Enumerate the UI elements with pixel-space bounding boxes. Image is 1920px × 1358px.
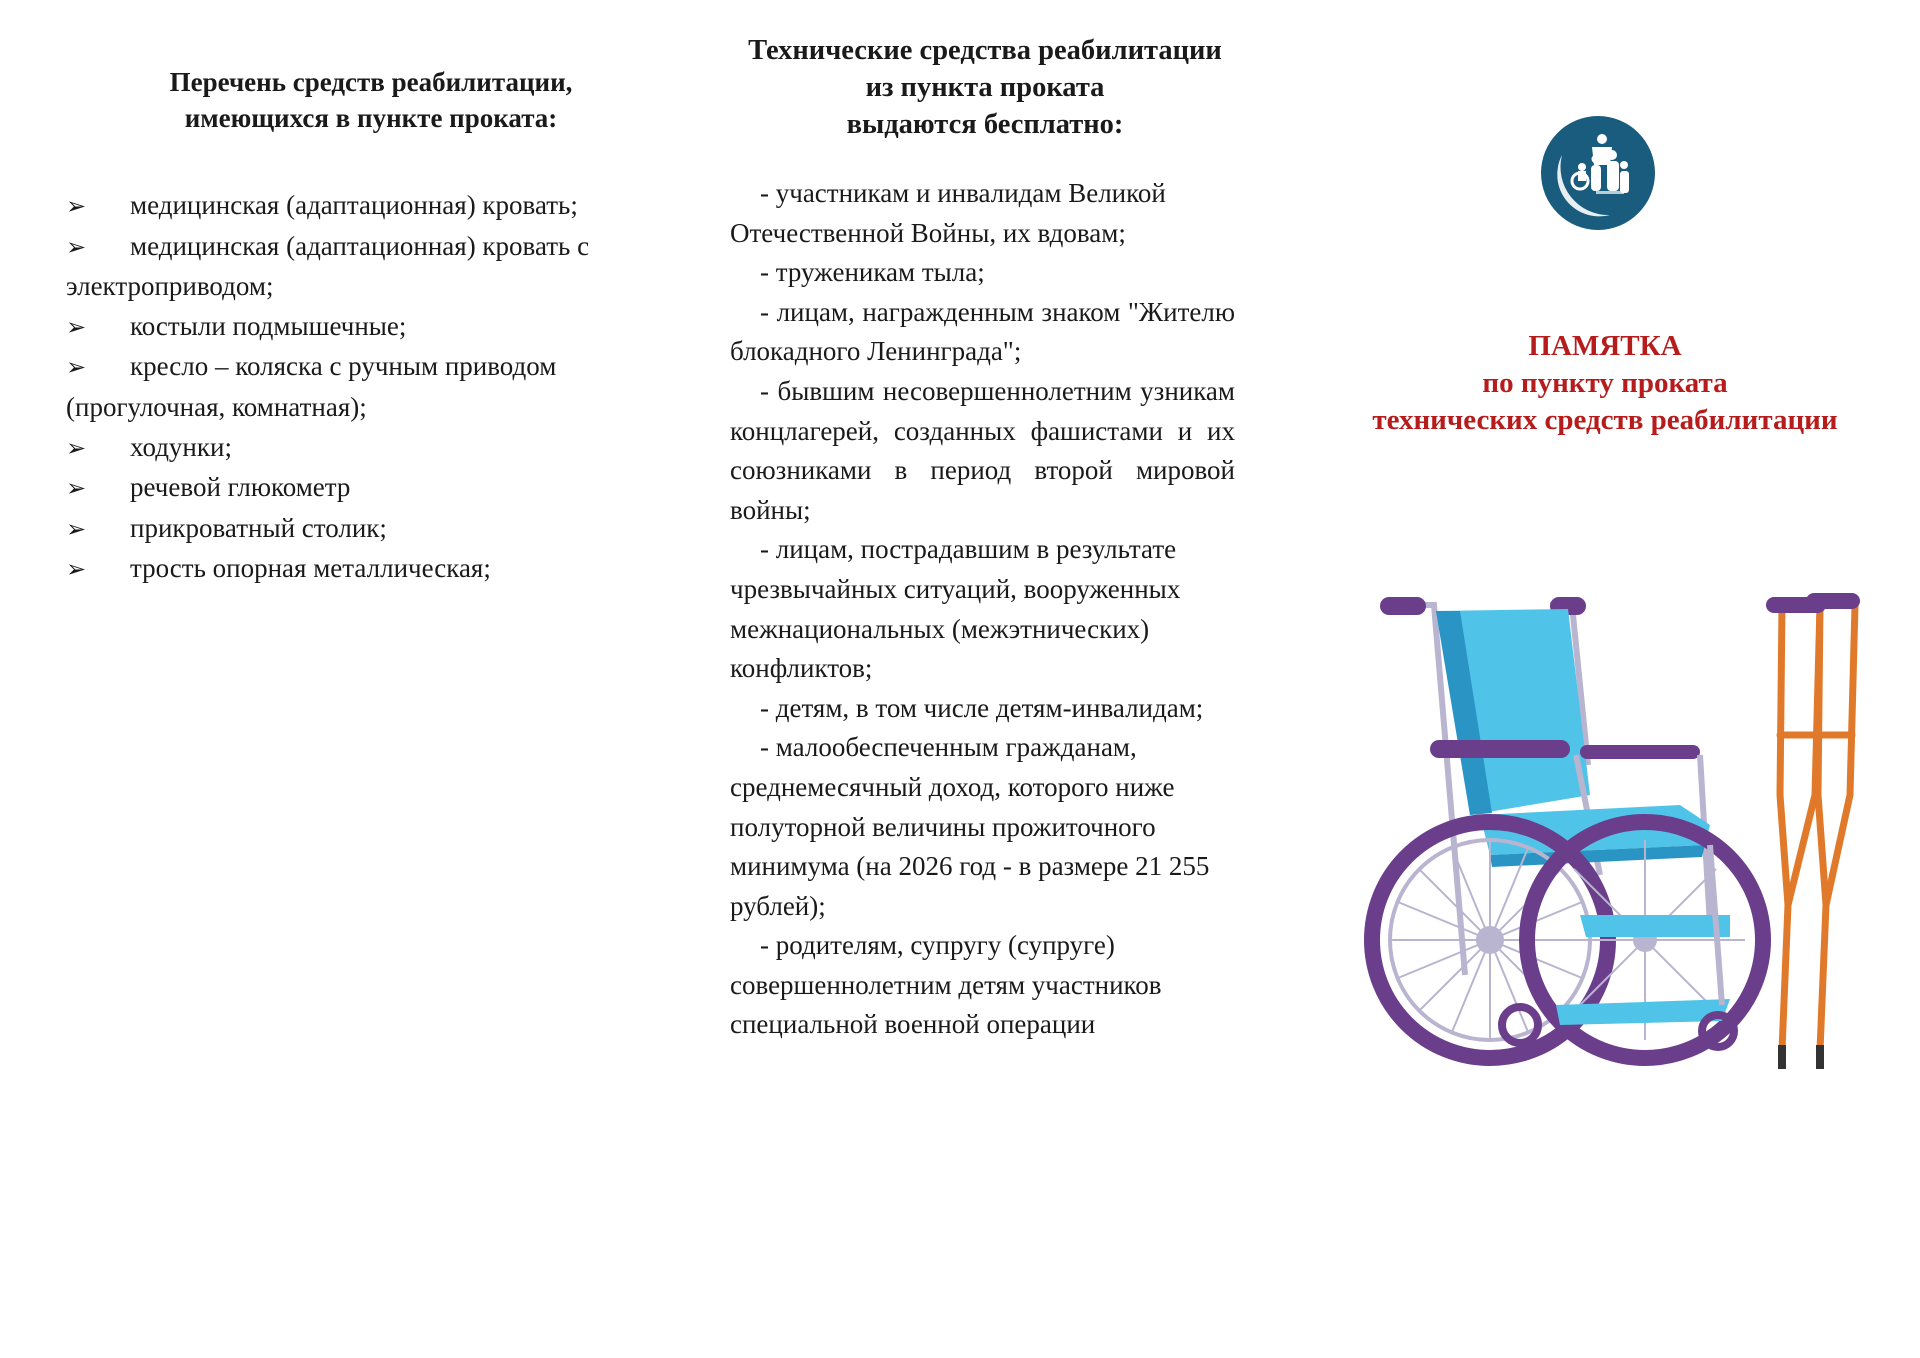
arrow-bullet-icon: ➢: [66, 514, 87, 543]
list-item: ➢ ходунки;: [66, 428, 656, 469]
memo-title: [1330, 328, 1880, 439]
rental-list-heading-line-1: Перечень средств реабилитации,: [169, 67, 573, 97]
eligibility-heading: [710, 32, 1260, 143]
list-item: - детям, в том числе детям-инвалидам;: [760, 692, 1204, 723]
arrow-bullet-icon: ➢: [66, 232, 87, 261]
list-item: - лицам, пострадавшим в результате чрезвычайных ситуаций, вооруженных межнациональных (межэтнических) конфликтов;: [730, 534, 1181, 684]
memo-title-line-1: ПАМЯТКА: [1528, 330, 1682, 362]
eligibility-list: [730, 174, 1235, 1045]
arrow-bullet-icon: ➢: [66, 433, 87, 462]
list-item: - малообеспеченным гражданам, среднемесячный доход, которого ниже полуторной величины прожиточного минимума (на 2026 год - в размере 21 255 рублей);: [730, 732, 1210, 921]
rental-items-list: [66, 186, 656, 590]
eligibility-heading-line-1: Технические средства реабилитации: [748, 35, 1222, 66]
arrow-bullet-icon: ➢: [66, 474, 87, 503]
arrow-bullet-icon: ➢: [66, 312, 87, 341]
list-item: ➢ трость опорная металлическая;: [66, 549, 656, 590]
list-item: ➢ медицинская (адаптационная) кровать с электроприводом;: [66, 227, 656, 307]
eligibility-heading-line-3: выдаются бесплатно:: [846, 109, 1124, 140]
memo-title-line-3: технических средств реабилитации: [1372, 404, 1838, 436]
list-item: ➢ прикроватный столик;: [66, 509, 656, 550]
list-item: ➢ кресло – коляска с ручным приводом (прогулочная, комнатная);: [66, 347, 656, 427]
list-item: ➢ костыли подмышечные;: [66, 307, 656, 348]
arrow-bullet-icon: ➢: [66, 555, 87, 584]
arrow-bullet-icon: ➢: [66, 353, 87, 382]
arrow-bullet-icon: ➢: [66, 192, 87, 220]
memo-title-line-2: по пункту проката: [1482, 367, 1728, 399]
list-item: - труженикам тыла;: [760, 257, 985, 288]
eligibility-heading-line-2: из пункта проката: [865, 72, 1105, 103]
list-item: - бывшим несовершеннолетним узникам концлагерей, созданных фашистами и их союзниками в период второй мировой войны;: [730, 375, 1235, 525]
list-item: ➢ медицинская (адаптационная) кровать;: [66, 186, 656, 227]
rental-list-heading: [66, 64, 676, 136]
list-item: - родителям, супругу (супруге) совершеннолетним детям участников специальной военной операции: [730, 930, 1162, 1040]
list-item: - участникам и инвалидам Великой Отечественной Войны, их вдовам;: [730, 178, 1166, 248]
list-item: - лицам, награжденным знаком "Жителю блокадного Ленинграда";: [730, 296, 1235, 367]
family-support-logo-icon: [1540, 115, 1656, 231]
rental-list-heading-line-2: имеющихся в пункте проката:: [184, 103, 558, 133]
wheelchair-and-crutches-icon: [1350, 575, 1910, 1085]
list-item: ➢ речевой глюкометр: [66, 468, 656, 509]
